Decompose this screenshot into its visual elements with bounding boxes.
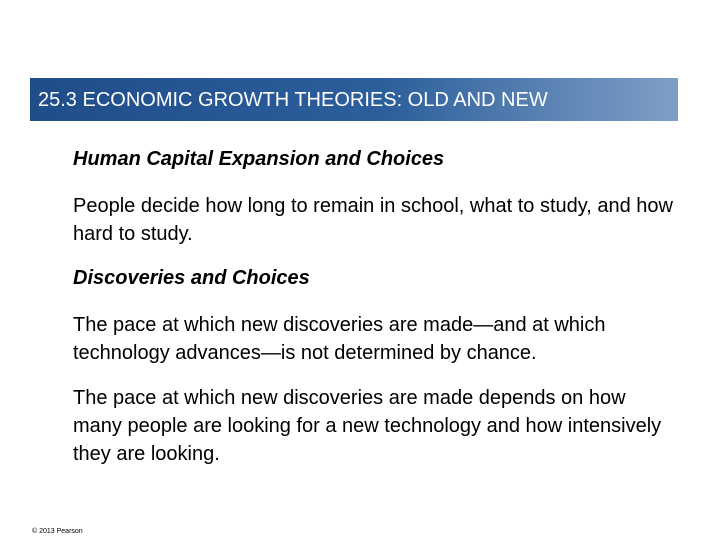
copyright-notice: © 2013 Pearson [32,528,83,535]
paragraph-discoveries-1: The pace at which new discoveries are made—and at which technology advances—is not determined by chance. [73,314,606,364]
section-heading-human-capital: Human Capital Expansion and Choices [73,148,445,170]
slide-content [73,146,673,485]
slide-title: 25.3 ECONOMIC GROWTH THEORIES: OLD AND NEW [38,89,548,111]
paragraph-human-capital: People decide how long to remain in school, what to study, and how hard to study. [73,195,673,245]
title-bar [30,78,678,121]
paragraph-discoveries-2: The pace at which new discoveries are made depends on how many people are looking for a new technology and how intensively they are looking. [73,387,662,465]
section-heading-discoveries: Discoveries and Choices [73,267,310,289]
